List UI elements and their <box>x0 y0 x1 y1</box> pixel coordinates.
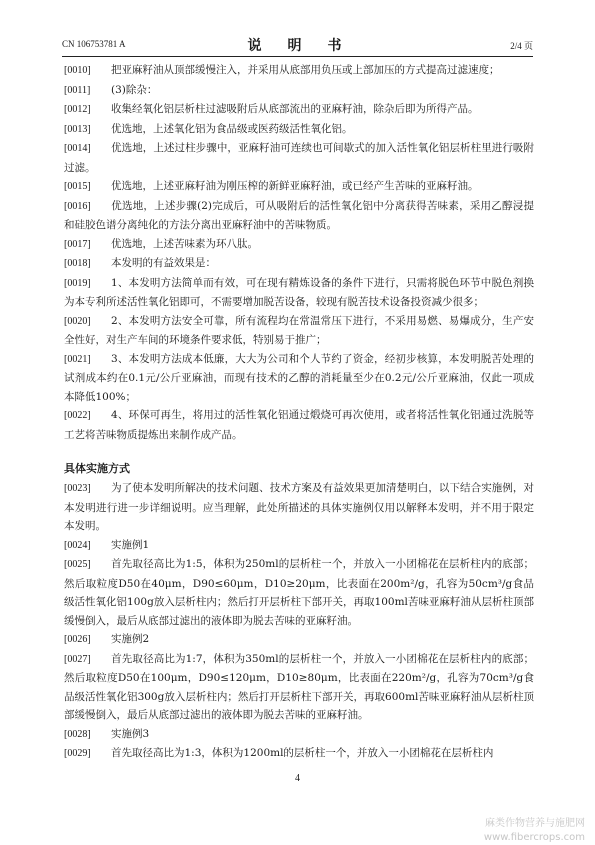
paragraph <box>64 254 534 274</box>
paragraph <box>64 120 534 140</box>
document-body <box>64 61 534 764</box>
paragraph-text: 2、本发明方法安全可靠，所有流程均在常温常压下进行，不采用易燃、易爆成分，生产安全性好，对生产车间的环境条件要求低，特别易于推广； <box>64 314 534 346</box>
paragraph <box>64 555 534 630</box>
paragraph-number: [0017] <box>64 238 91 250</box>
paragraph-number: [0028] <box>64 728 91 740</box>
paragraph-group-2 <box>64 479 534 764</box>
paragraph-number: [0016] <box>64 200 91 212</box>
paragraph-number: [0021] <box>64 353 91 365</box>
paragraph-number: [0019] <box>64 277 91 289</box>
paragraph-text: 1、本发明方法简单而有效，可在现有精炼设备的条件下进行，只需将脱色环节中脱色剂换为本专利所述活性氧化铝即可，不需要增加脱苦设备，较现有脱苦技术设备投资减少很多； <box>64 276 534 308</box>
watermark <box>484 817 585 845</box>
paragraph-number: [0020] <box>64 315 91 327</box>
paragraph-group-1 <box>64 61 534 444</box>
paragraph-number: [0022] <box>64 410 91 421</box>
page-header <box>62 34 533 57</box>
paragraph <box>64 406 534 444</box>
paragraph-text: 首先取径高比为1:5，体积为250ml的层析柱一个，并放入一小团棉花在层析柱内的底部；然后取粒度D50在40μm，D90≤60μm，D10≥20μm，比表面在200m²/g，孔容为50cm³/g食品级活性氧化铝100g放入层析柱内；然后打开层析柱下部开关，再取100ml苦味亚麻籽油从层析柱顶部缓慢倒入，最后从底部过滤出的液体即为脱去苦味的亚麻籽油。 <box>64 558 534 627</box>
paragraph-number: [0025] <box>64 559 91 570</box>
paragraph-text: 本发明的有益效果是： <box>111 257 216 269</box>
paragraph-text: 为了使本发明所解决的技术问题、技术方案及有益效果更加清楚明白，以下结合实施例，对本发明进行进一步详细说明。应当理解，此处所描述的具体实施例仅用以解释本发明，并不用于限定本发明。 <box>64 482 534 532</box>
paragraph <box>64 81 534 101</box>
patent-number: CN 106753781 A <box>62 39 126 49</box>
paragraph-text: 把亚麻籽油从顶部缓慢注入，并采用从底部用负压或上部加压的方式提高过滤速度； <box>111 64 500 76</box>
paragraph-text: 优选地，上述过柱步骤中，亚麻籽油可连续也可间歇式的加入活性氧化铝层析柱里进行吸附过滤。 <box>64 142 534 174</box>
paragraph <box>64 61 534 81</box>
paragraph-number: [0015] <box>64 181 91 192</box>
paragraph <box>64 197 534 235</box>
paragraph-number: [0012] <box>64 104 91 115</box>
page-number: 4 <box>295 773 300 784</box>
paragraph <box>64 536 534 556</box>
watermark-line-2: www.fibercrops.com <box>483 832 585 843</box>
paragraph <box>64 725 534 745</box>
paragraph-number: [0013] <box>64 123 91 135</box>
watermark-line-1: 麻类作物营养与施肥网 <box>485 818 585 829</box>
paragraph <box>64 479 534 536</box>
paragraph-number: [0010] <box>64 65 91 76</box>
paragraph <box>64 744 534 764</box>
paragraph-text: (3)除杂： <box>111 83 158 96</box>
page-info: 2/4 页 <box>510 41 533 51</box>
paragraph <box>64 650 534 725</box>
paragraph-number: [0027] <box>64 653 91 665</box>
paragraph-number: [0014] <box>64 143 91 154</box>
paragraph-text: 实施例1 <box>111 538 150 551</box>
paragraph-text: 优选地，上述苦味素为环八肽。 <box>111 237 258 250</box>
paragraph <box>64 312 534 350</box>
paragraph-number: [0023] <box>64 483 91 494</box>
paragraph-number: [0011] <box>64 84 91 96</box>
paragraph-text: 3、本发明方法成本低廉，大大为公司和个人节约了资金，经初步核算，本发明脱苦处理的试剂成本约在0.1元/公斤亚麻油，而现有技术的乙醇的消耗量至少在0.2元/公斤亚麻油，仅此一项成本降低100%； <box>64 352 534 403</box>
paragraph <box>64 177 534 197</box>
paragraph <box>64 100 534 120</box>
paragraph <box>64 350 534 407</box>
paragraph-text: 优选地，上述步骤(2)完成后，可从吸附后的活性氧化铝中分离获得苦味素，采用乙醇浸提和硅胶色谱分离纯化的方法分离出亚麻籽油中的苦味物质。 <box>64 199 534 231</box>
paragraph-text: 优选地，上述氧化铝为食品级或医药级活性氧化铝。 <box>111 122 353 135</box>
paragraph-text: 首先取径高比为1:7，体积为350ml的层析柱一个，并放入一小团棉花在层析柱内的底部；然后取粒度D50在100μm，D90≤120μm，D10≥80μm，比表面在220m²/g，孔容为70cm³/g食品级活性氧化铝300g放入层析柱内；然后打开层析柱下部开关，再取600ml苦味亚麻籽油从层析柱顶部缓慢倒入，最后从底部过滤出的液体即为脱去苦味的亚麻籽油。 <box>64 652 534 721</box>
paragraph-number: [0029] <box>64 748 91 759</box>
paragraph-number: [0024] <box>64 539 91 551</box>
paragraph-text: 首先取径高比为1:3，体积为1200ml的层析柱一个，并放入一小团棉花在层析柱内 <box>111 747 494 759</box>
section-title: 具体实施方式 <box>64 462 130 475</box>
document-title: 说 明 书 <box>247 38 348 54</box>
paragraph-number: [0018] <box>64 258 91 269</box>
paragraph <box>64 274 534 312</box>
paragraph <box>64 139 534 177</box>
paragraph-text: 实施例2 <box>111 633 150 645</box>
paragraph-text: 实施例3 <box>111 727 150 740</box>
paragraph-text: 4、环保可再生，将用过的活性氧化铝通过煅烧可再次使用，或者将活性氧化铝通过洗脱等工艺将苦味物质提炼出来制作成产品。 <box>64 409 534 441</box>
paragraph <box>64 630 534 650</box>
paragraph-number: [0026] <box>64 634 91 645</box>
paragraph <box>64 235 534 255</box>
paragraph-text: 收集经氧化铝层析柱过滤吸附后从底部流出的亚麻籽油，除杂后即为所得产品。 <box>111 103 479 115</box>
paragraph-text: 优选地，上述亚麻籽油为刚压榨的新鲜亚麻籽油，或已经产生苦味的亚麻籽油。 <box>111 180 479 192</box>
